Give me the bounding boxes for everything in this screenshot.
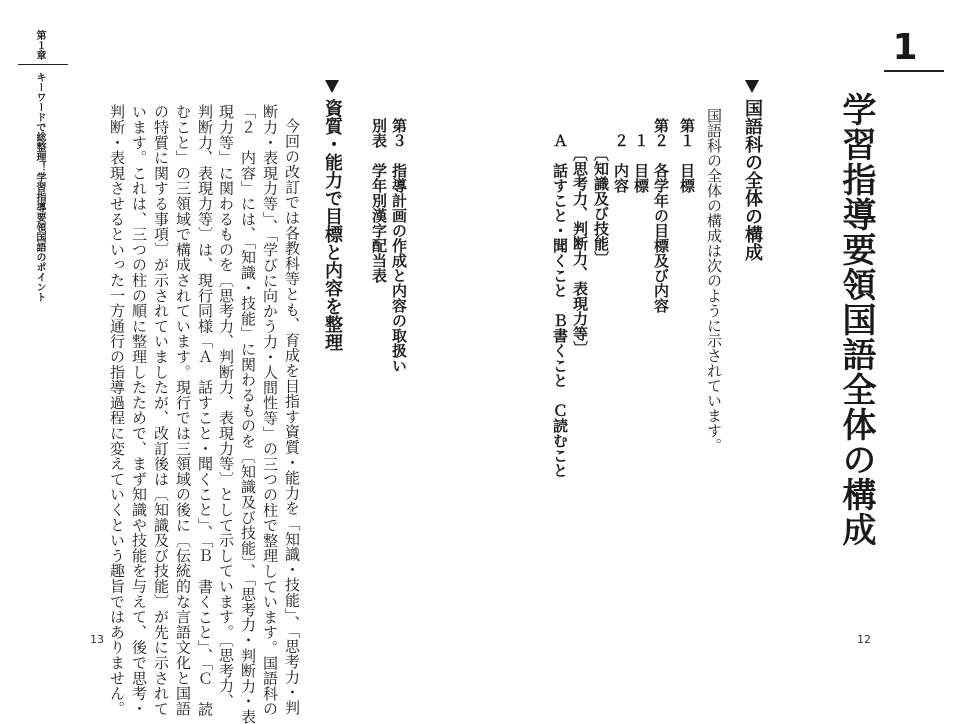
triangle-bullet-icon (325, 80, 339, 93)
page-number-right: 12 (857, 633, 871, 646)
body-line: の特質に関する事項〕が示されていましたが、改訂後は〔知識及び技能〕が先に示されて (152, 104, 170, 716)
body-line: 「２ 内容」には、「知識・技能」に関わるものを〔知識及び技能〕、「思考力・判断力・表 (239, 104, 257, 724)
body-line: 現力等」に関わるものを〔思考力、判断力、表現力等〕として示しています。〔思考力、 (217, 104, 235, 709)
running-head-rule (18, 64, 68, 65)
outline-item: 第３ 指導計画の作成と内容の取扱い (390, 118, 408, 373)
body-line: 断力・表現力等」、「学びに向かう力・人間性等」の三つの柱で整理しています。国語科の (261, 104, 279, 717)
section-heading-competencies (320, 80, 344, 351)
section-heading-text: 資質・能力で目標と内容を整理 (322, 99, 343, 351)
outline-item: ２ 内容 (612, 133, 630, 193)
chapter-rule (884, 70, 944, 72)
outline-item: １ 目標 (632, 133, 650, 193)
outline-item: 〔知識及び技能〕 (592, 146, 610, 266)
triangle-bullet-icon (745, 80, 759, 93)
body-line: 今回の改訂では各教科等とも、育成を目指す資質・能力を「知識・技能」、「思考力・判 (283, 118, 301, 715)
running-head-title: キーワードで総整理！学習指導要領国語のポイント (34, 72, 45, 302)
outline-item: 第１ 目標 (678, 118, 696, 193)
page-title: 学習指導要領国語全体の構成 (836, 92, 876, 547)
body-line: います。これは、三つの柱の順に整理したためで、まず知識や技能を与えて、後で思考・ (130, 104, 148, 716)
section-intro: 国語科の全体の構成は次のように示されています。 (705, 108, 723, 453)
body-line: 判断・表現させるといった一方通行の指導過程に変えていくという趣旨ではありません。 (108, 104, 126, 716)
outline-item: 〔思考力、判断力、表現力等〕 (571, 146, 589, 356)
page-number-left: 13 (90, 633, 104, 646)
chapter-number: 1 (892, 27, 918, 68)
section-heading-text: 国語科の全体の構成 (742, 99, 763, 261)
outline-item: 別表 学年別漢字配当表 (370, 118, 388, 283)
body-line: 判断力、表現力等〕は、現行同様「Ａ 話すこと・聞くこと」、「Ｂ 書くこと」、「Ｃ 読 (196, 104, 214, 717)
running-head-chapter: 第１章 (34, 30, 45, 60)
outline-item: 第２ 各学年の目標及び内容 (652, 118, 670, 313)
body-line: むこと」の三領域で構成されています。現行では三領域の後に〔伝統的な言語文化と国語 (174, 104, 192, 716)
outline-item: Ａ 話すこと・聞くこと Ｂ書くこと Ｃ読むこと (551, 133, 569, 478)
section-heading-structure (740, 80, 764, 261)
